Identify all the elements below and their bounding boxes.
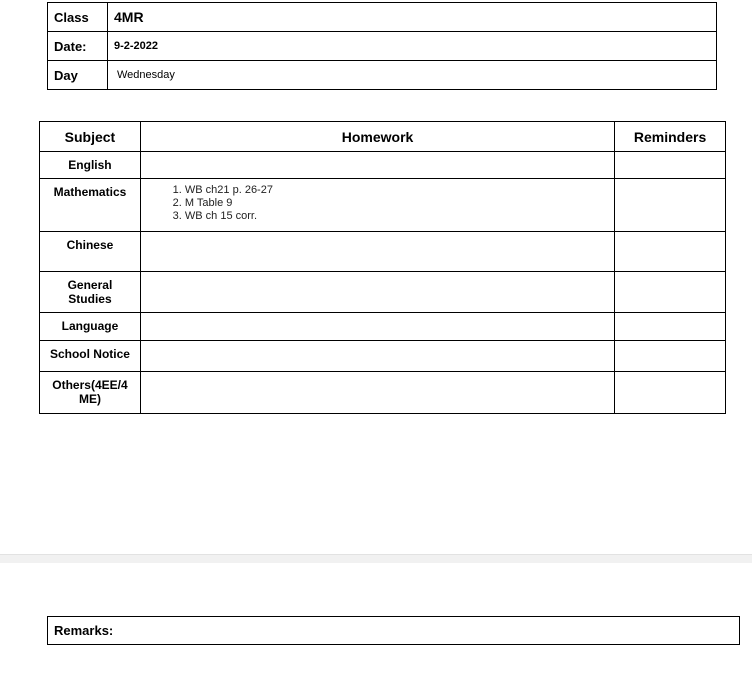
homework-cell[interactable] bbox=[140, 341, 614, 372]
reminders-cell[interactable] bbox=[615, 232, 726, 272]
list-item: 3. WB ch 15 corr. bbox=[185, 210, 614, 223]
table-row-chinese bbox=[40, 232, 726, 272]
homework-cell[interactable] bbox=[140, 232, 614, 272]
remarks-label: Remarks: bbox=[54, 623, 114, 638]
page-break-divider bbox=[0, 554, 752, 563]
day-value[interactable]: Wednesday bbox=[108, 61, 717, 90]
table-row-general-studies bbox=[40, 272, 726, 313]
subject-cell: English bbox=[40, 152, 141, 179]
subject-cell: General Studies bbox=[40, 272, 141, 313]
class-row bbox=[48, 3, 717, 32]
day-label: Day bbox=[48, 61, 108, 90]
homework-header: Homework bbox=[140, 122, 614, 152]
date-row bbox=[48, 32, 717, 61]
subject-cell: School Notice bbox=[40, 341, 141, 372]
reminders-cell[interactable] bbox=[615, 372, 726, 414]
subject-header: Subject bbox=[40, 122, 141, 152]
reminders-cell[interactable] bbox=[615, 152, 726, 179]
homework-list bbox=[141, 184, 614, 223]
homework-cell[interactable] bbox=[140, 313, 614, 341]
homework-cell[interactable] bbox=[140, 272, 614, 313]
reminders-cell[interactable] bbox=[615, 341, 726, 372]
table-row-others bbox=[40, 372, 726, 414]
reminders-cell[interactable] bbox=[615, 179, 726, 232]
reminders-cell[interactable] bbox=[615, 313, 726, 341]
subject-cell: Mathematics bbox=[40, 179, 141, 232]
subject-cell: Others(4EE/4ME) bbox=[40, 372, 141, 414]
class-label: Class bbox=[48, 3, 108, 32]
subject-cell: Chinese bbox=[40, 232, 141, 272]
table-row-mathematics bbox=[40, 179, 726, 232]
homework-cell[interactable] bbox=[140, 372, 614, 414]
reminders-cell[interactable] bbox=[615, 272, 726, 313]
homework-cell[interactable] bbox=[140, 179, 614, 232]
day-row bbox=[48, 61, 717, 90]
homework-table bbox=[39, 121, 726, 414]
reminders-header: Reminders bbox=[615, 122, 726, 152]
remarks-box[interactable] bbox=[47, 616, 740, 645]
list-item: 1. WB ch21 p. 26-27 bbox=[185, 184, 614, 197]
homework-cell[interactable] bbox=[140, 152, 614, 179]
class-value[interactable]: 4MR bbox=[108, 3, 717, 32]
table-row-language bbox=[40, 313, 726, 341]
table-header-row bbox=[40, 122, 726, 152]
subject-cell: Language bbox=[40, 313, 141, 341]
list-item: 2. M Table 9 bbox=[185, 197, 614, 210]
date-value[interactable]: 9-2-2022 bbox=[108, 32, 717, 61]
table-row-school-notice bbox=[40, 341, 726, 372]
date-label: Date: bbox=[48, 32, 108, 61]
class-info-table bbox=[47, 2, 717, 90]
table-row-english bbox=[40, 152, 726, 179]
